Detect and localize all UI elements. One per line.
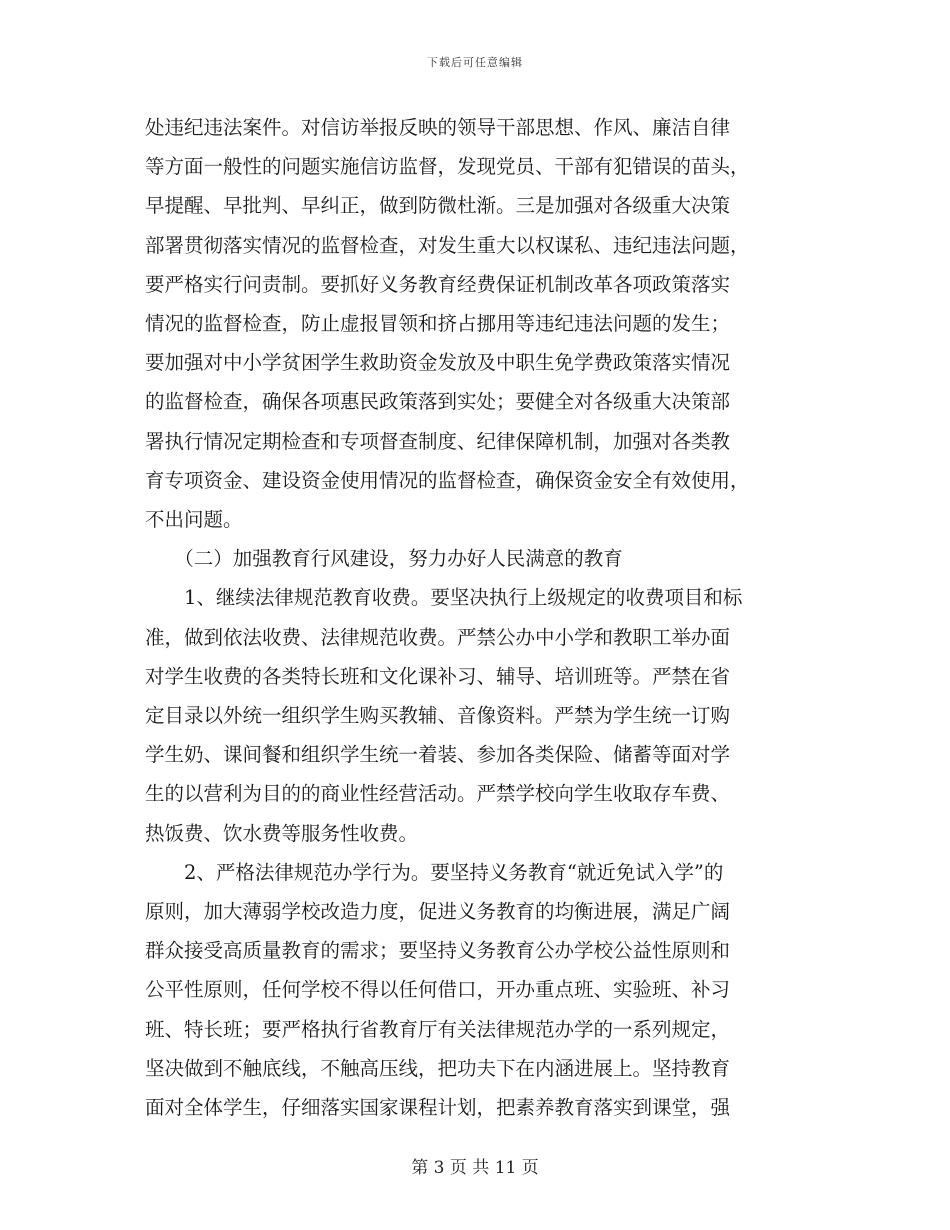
body-line: 学生奶、课间餐和组织学生统一着装、参加各类保险、储蓄等面对学 (145, 743, 731, 767)
body-line: 班、特长班；要严格执行省教育厅有关法律规范办学的一系列规定， (145, 1017, 731, 1041)
body-line: 群众接受高质量教育的需求；要坚持义务教育公办学校公益性原则和 (145, 939, 731, 963)
body-line: 定目录以外统一组织学生购买教辅、音像资料。严禁为学生统一订购 (145, 704, 731, 728)
body-line: 的监督检查，确保各项惠民政策落到实处；要健全对各级重大决策部 (145, 390, 731, 414)
body-line: 要加强对中小学贫困学生救助资金发放及中职生免学费政策落实情况 (145, 351, 731, 375)
body-line: 生的以营利为目的的商业性经营活动。严禁学校向学生收取存车费、 (145, 782, 731, 806)
body-line: 早提醒、早批判、早纠正，做到防微杜渐。三是加强对各级重大决策 (145, 194, 731, 218)
body-line: 情况的监督检查，防止虚报冒领和挤占挪用等违纪违法问题的发生； (145, 312, 731, 336)
body-line: 公平性原则，任何学校不得以任何借口，开办重点班、实验班、补习 (145, 978, 731, 1002)
body-line: 2、严格法律规范办学行为。要坚持义务教育“就近免试入学”的 (145, 860, 724, 884)
page-header-note: 下载后可任意编辑 (427, 56, 523, 69)
page-number-footer: 第 3 页 共 11 页 (411, 1158, 539, 1178)
body-line: 部署贯彻落实情况的监督检查，对发生重大以权谋私、违纪违法问题， (145, 233, 750, 257)
body-line: 不出问题。 (145, 508, 243, 532)
body-line: 等方面一般性的问题实施信访监督，发现党员、干部有犯错误的苗头， (145, 155, 750, 179)
body-line: 署执行情况定期检查和专项督查制度、纪律保障机制，加强对各类教 (145, 429, 731, 453)
section-heading: （二）加强教育行风建设，努力办好人民满意的教育 (145, 547, 623, 571)
body-line: 准，做到依法收费、法律规范收费。严禁公办中小学和教职工举办面 (145, 625, 731, 649)
body-line: 处违纪违法案件。对信访举报反映的领导干部思想、作风、廉洁自律 (145, 116, 731, 139)
body-line: 原则，加大薄弱学校改造力度，促进义务教育的均衡进展，满足广阔 (145, 900, 731, 924)
body-line: 育专项资金、建设资金使用情况的监督检查，确保资金安全有效使用， (145, 468, 750, 492)
body-line: 面对全体学生，仔细落实国家课程计划，把素养教育落实到课堂，强 (145, 1096, 731, 1120)
body-line: 要严格实行问责制。要抓好义务教育经费保证机制改革各项政策落实 (145, 272, 731, 296)
document-body (145, 108, 805, 1127)
body-line: 热饭费、饮水费等服务性收费。 (145, 821, 419, 845)
body-line: 1、继续法律规范教育收费。要坚决执行上级规定的收费项目和标 (145, 586, 743, 610)
body-line: 对学生收费的各类特长班和文化课补习、辅导、培训班等。严禁在省 (145, 664, 731, 688)
body-line: 坚决做到不触底线，不触高压线，把功夫下在内涵进展上。坚持教育 (145, 1056, 731, 1080)
